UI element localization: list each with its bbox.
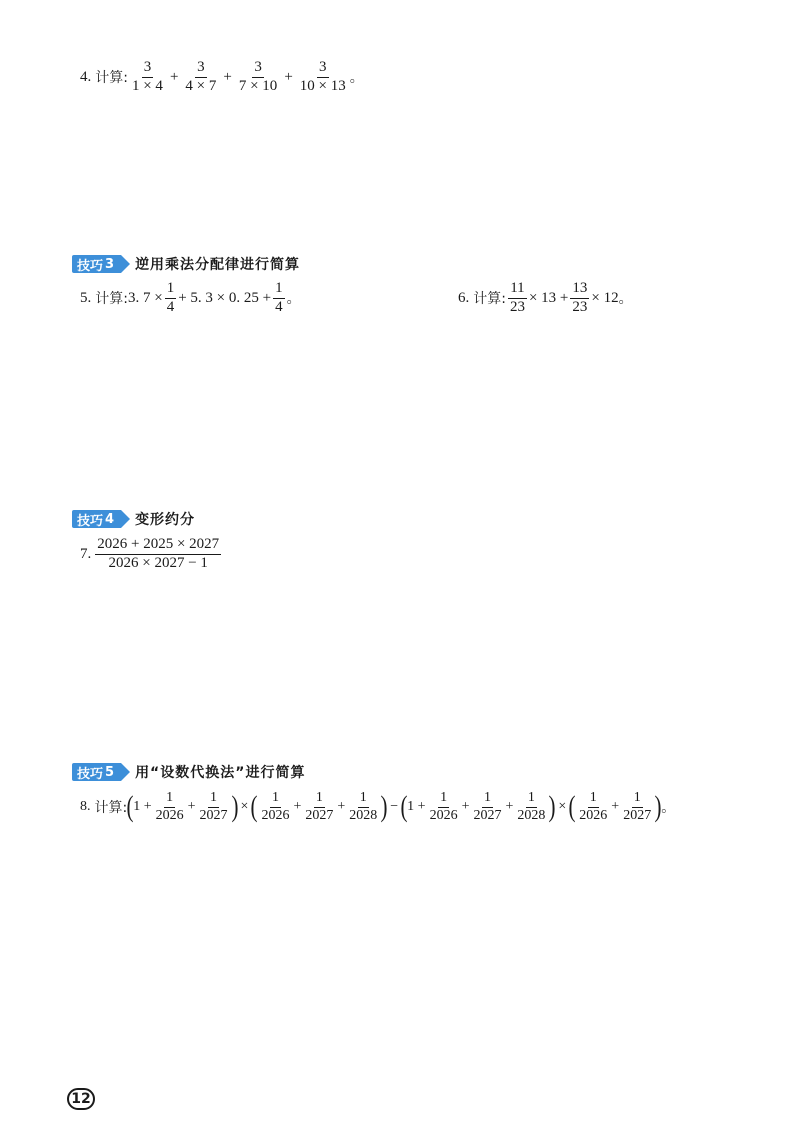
fraction: $\frac{11}{23}$ xyxy=(509,280,525,315)
skill-badge-4: 技巧 4 xyxy=(72,510,121,528)
fraction: $\frac{1}{2026}$ xyxy=(579,790,608,823)
section-3-title: 逆用乘法分配律进行简算 xyxy=(135,257,301,273)
problem-8-number: 8. xyxy=(80,799,91,815)
fraction: $\frac{3}{10 \times 13}$ xyxy=(299,59,346,94)
fraction: $\frac{1}{2027}$ xyxy=(305,790,334,823)
problem-7 xyxy=(80,537,223,572)
problem-7-number: 7. xyxy=(80,545,92,562)
section-5-header xyxy=(72,762,305,782)
fraction: $\frac{1}{2027}$ xyxy=(623,790,652,823)
fraction: $\frac{13}{23}$ xyxy=(572,280,588,315)
problem-6: 6. 计算: $\frac{11}{23}$ × 13 + $\frac{13}{23}$ × 12 。 xyxy=(458,280,633,315)
fraction: $\frac{1}{2027}$ xyxy=(473,790,502,823)
problem-4-number: 4. xyxy=(80,68,92,85)
problem-4: 4. 计算: $\frac{3}{1 \times 4}$ + $\frac{3}{4 \times 7}$ + $\frac{3}{7 \times 10}$ + $\frac{3}{10 \times 13}$ 。 xyxy=(80,59,364,94)
skill-badge-3: 技巧 3 xyxy=(72,255,121,273)
fraction: $\frac{3}{1 \times 4}$ xyxy=(131,59,163,94)
page-number: 12 xyxy=(67,1088,95,1110)
problem-6-number: 6. xyxy=(458,289,470,306)
skill-badge-5: 技巧 5 xyxy=(72,763,121,781)
section-4-header xyxy=(72,509,195,529)
fraction: $\frac{3}{4 \times 7}$ xyxy=(185,59,217,94)
section-5-title: 用“设数代换法”进行简算 xyxy=(135,765,306,781)
problem-4-prompt: 计算: xyxy=(95,70,128,87)
fraction: $\frac{1}{2026}$ xyxy=(155,790,184,823)
problem-8: 8. 计算: ( 1 + $\frac{1}{2026}$ + $\frac{1}{2027}$ ) × ( $\frac{1}{2026}$ + $\frac{1}{2027}$ + $\frac{1}{2028}$ ) − ( 1 + $\frac{1}{2026}$ + $\frac{1}{2027}$ + $\frac{1}{2028}$ ) × ( $\frac{1}{2026}$ + $\frac{1}{2027}$ ) 。 xyxy=(80,790,676,824)
fraction: $\frac{1}{2028}$ xyxy=(349,790,378,823)
fraction: $\frac{1}{4}$ xyxy=(166,280,175,315)
fraction: $\frac{1}{2026}$ xyxy=(261,790,290,823)
fraction: $\frac{1}{2027}$ xyxy=(199,790,228,823)
fraction: $\frac{1}{4}$ xyxy=(275,280,283,315)
section-4-title: 变形约分 xyxy=(135,512,196,528)
problem-5-number: 5. xyxy=(80,289,92,306)
fraction: $\frac{3}{7 \times 10}$ xyxy=(238,59,278,94)
section-3-header xyxy=(72,254,300,274)
fraction: $\frac{2026 + 2025 \times 2027}{2026 \times 2027 - 1}$ xyxy=(97,536,220,571)
fraction: $\frac{1}{2028}$ xyxy=(517,790,546,823)
problem-5: 5. 计算: 3. 7 × $\frac{1}{4}$ + 5. 3 × 0. 25 + $\frac{1}{4}$ 。 xyxy=(80,280,301,315)
fraction: $\frac{1}{2026}$ xyxy=(429,790,458,823)
